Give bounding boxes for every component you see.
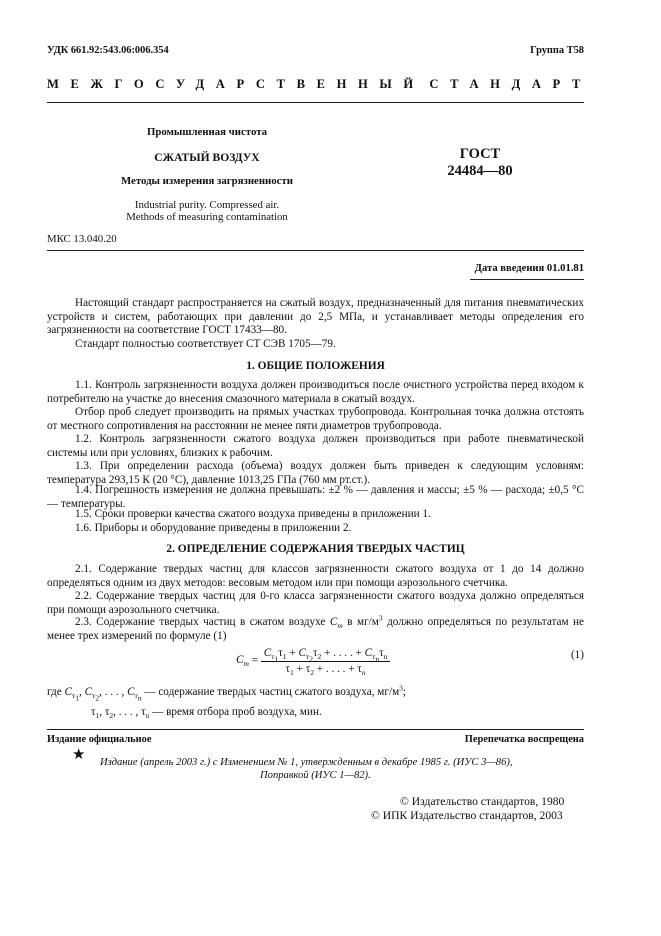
mks-code: МКС 13.040.20 <box>47 233 117 245</box>
date-underline <box>470 279 584 280</box>
edition-note-line1: Издание (апрель 2003 г.) с Изменением № 1, утвержденным в декабре 1985 г. (ИУС 3—86), <box>100 757 513 768</box>
title-divider <box>47 250 584 251</box>
footer-divider <box>47 729 584 730</box>
banner-word-standard: СТАНДАРТ <box>429 77 592 91</box>
english-title-line2: Methods of measuring contamination <box>126 211 288 223</box>
intro-compliance: Стандарт полностью соответствует СТ СЭВ 1705—79. <box>75 338 336 350</box>
formula-fraction <box>261 647 391 675</box>
formula-1: $C_т$ = $\frac{C_{т_1}\tau_1 + C_{т_2}\tau_2 + . . . . + C_{т_n}\tau_n}{\tau_1 + \tau_2 + . . . . + \tau_n}$ <box>236 647 390 675</box>
gost-number: 24484—80 <box>447 163 513 179</box>
formula-numerator: $C_{т_1}\tau_1 + C_{т_2}\tau_2$ + . . . . + $C_{т_n}\tau_n$ <box>261 647 391 662</box>
group-code: Группа Т58 <box>530 45 584 56</box>
edition-note-line2: Поправкой (ИУС 1—82). <box>260 770 371 781</box>
clause-1-1: 1.1. Контроль загрязненности воздуха должен производиться после очистного устройства перед входом к потребителю на участке до внесения смазочного материала в сжатый воздух. <box>47 379 584 405</box>
section1-heading: 1. ОБЩИЕ ПОЛОЖЕНИЯ <box>246 360 385 372</box>
clause-2-2: 2.2. Содержание твердых частиц для 0-го класса загрязненности сжатого воздуха должно определяться при помощи аэрозольного счетчика. <box>47 590 584 616</box>
clause-1-4: 1.4. Погрешность измерения не должна превышать: ±2 % — давления и массы; ±5 % — расхода; ±0,5 °С — температуры. <box>47 484 584 510</box>
udk-code: УДК 661.92:543.06:006.354 <box>47 45 169 56</box>
clause-1-3: 1.3. При определении расхода (объема) воздух должен быть приведен к следующим условиям: температура 293,15 К (20 °С), давление 1013,25 ГПа (760 мм рт.ст.). <box>47 460 584 486</box>
reprint-prohibited: Перепечатка воспрещена <box>464 734 584 745</box>
clause-2-1: 2.1. Содержание твердых частиц для классов загрязненности сжатого воздуха от 1 до 14 должно определяться одним из двух методов: весовым методом или при помощи аэрозольного счетчика. <box>47 563 584 589</box>
gost-label: ГОСТ <box>459 146 501 162</box>
clause-1-6: 1.6. Приборы и оборудование приведены в приложении 2. <box>75 522 352 534</box>
section2-heading: 2. ОПРЕДЕЛЕНИЕ СОДЕРЖАНИЯ ТВЕРДЫХ ЧАСТИЦ <box>166 543 465 555</box>
banner-word-interstate: МЕЖГОСУДАРСТВЕННЫЙ <box>47 77 425 91</box>
formula-where-tau: $\tau_1$, $\tau_2$, . . . , $\tau_n$ — время отбора проб воздуха, мин. <box>91 706 322 721</box>
formula-lhs: $C_т$ <box>236 654 249 669</box>
introduction-date-value: 01.01.81 <box>546 263 584 274</box>
standard-category: Промышленная чистота <box>146 126 268 138</box>
header-divider <box>47 102 584 103</box>
standard-subtitle: Методы измерения загрязненности <box>120 175 293 187</box>
standard-title: СЖАТЫЙ ВОЗДУХ <box>154 151 260 164</box>
introduction-date <box>475 263 584 274</box>
formula-where-ct: где $C_{т_1}$, $C_{т_2}$, . . . , $C_{т_n}$ — содержание твердых частиц сжатого воздуха, $мг/м^3$; <box>47 683 407 703</box>
copyright-1980: © Издательство стандартов, 1980 <box>400 795 565 808</box>
clause-2-3: 2.3. Содержание твердых частиц в сжатом воздухе $C_т$ в $мг/м^3$ должно определяться по результатам не менее трех измерений по формуле (1) <box>47 613 584 642</box>
clause-1-5: 1.5. Сроки проверки качества сжатого воздуха приведены в приложении 1. <box>75 508 431 520</box>
formula-denominator: $\tau_1 + \tau_2$ + . . . . + $\tau_n$ <box>285 662 366 677</box>
clause-1-1-sampling: Отбор проб следует производить на прямых участках трубопровода. Контрольная точка должна отстоять от местного сопротивления на расстоянии не менее пяти диаметров трубопровода. <box>47 406 584 432</box>
intro-paragraph: Настоящий стандарт распространяется на сжатый воздух, предназначенный для питания пневматических устройств и систем, работающих при давлении до 2,5 МПа, и устанавливает методы определения его загрязненности на соответствие ГОСТ 17433—80. <box>47 297 584 337</box>
formula-number: (1) <box>570 649 584 661</box>
introduction-date-label: Дата введения <box>474 263 545 274</box>
english-title-line1: Industrial purity. Compressed air. <box>134 199 280 211</box>
official-edition: Издание официальное <box>47 734 152 745</box>
copyright-2003: © ИПК Издательство стандартов, 2003 <box>371 809 563 822</box>
symbol-ct: $C_т$ <box>329 616 343 631</box>
star-icon: ★ <box>72 747 86 763</box>
clause-1-2: 1.2. Контроль загрязненности сжатого воздуха должен производиться при работе пневматической системы или при условиях, близких к рабочим. <box>47 433 584 459</box>
